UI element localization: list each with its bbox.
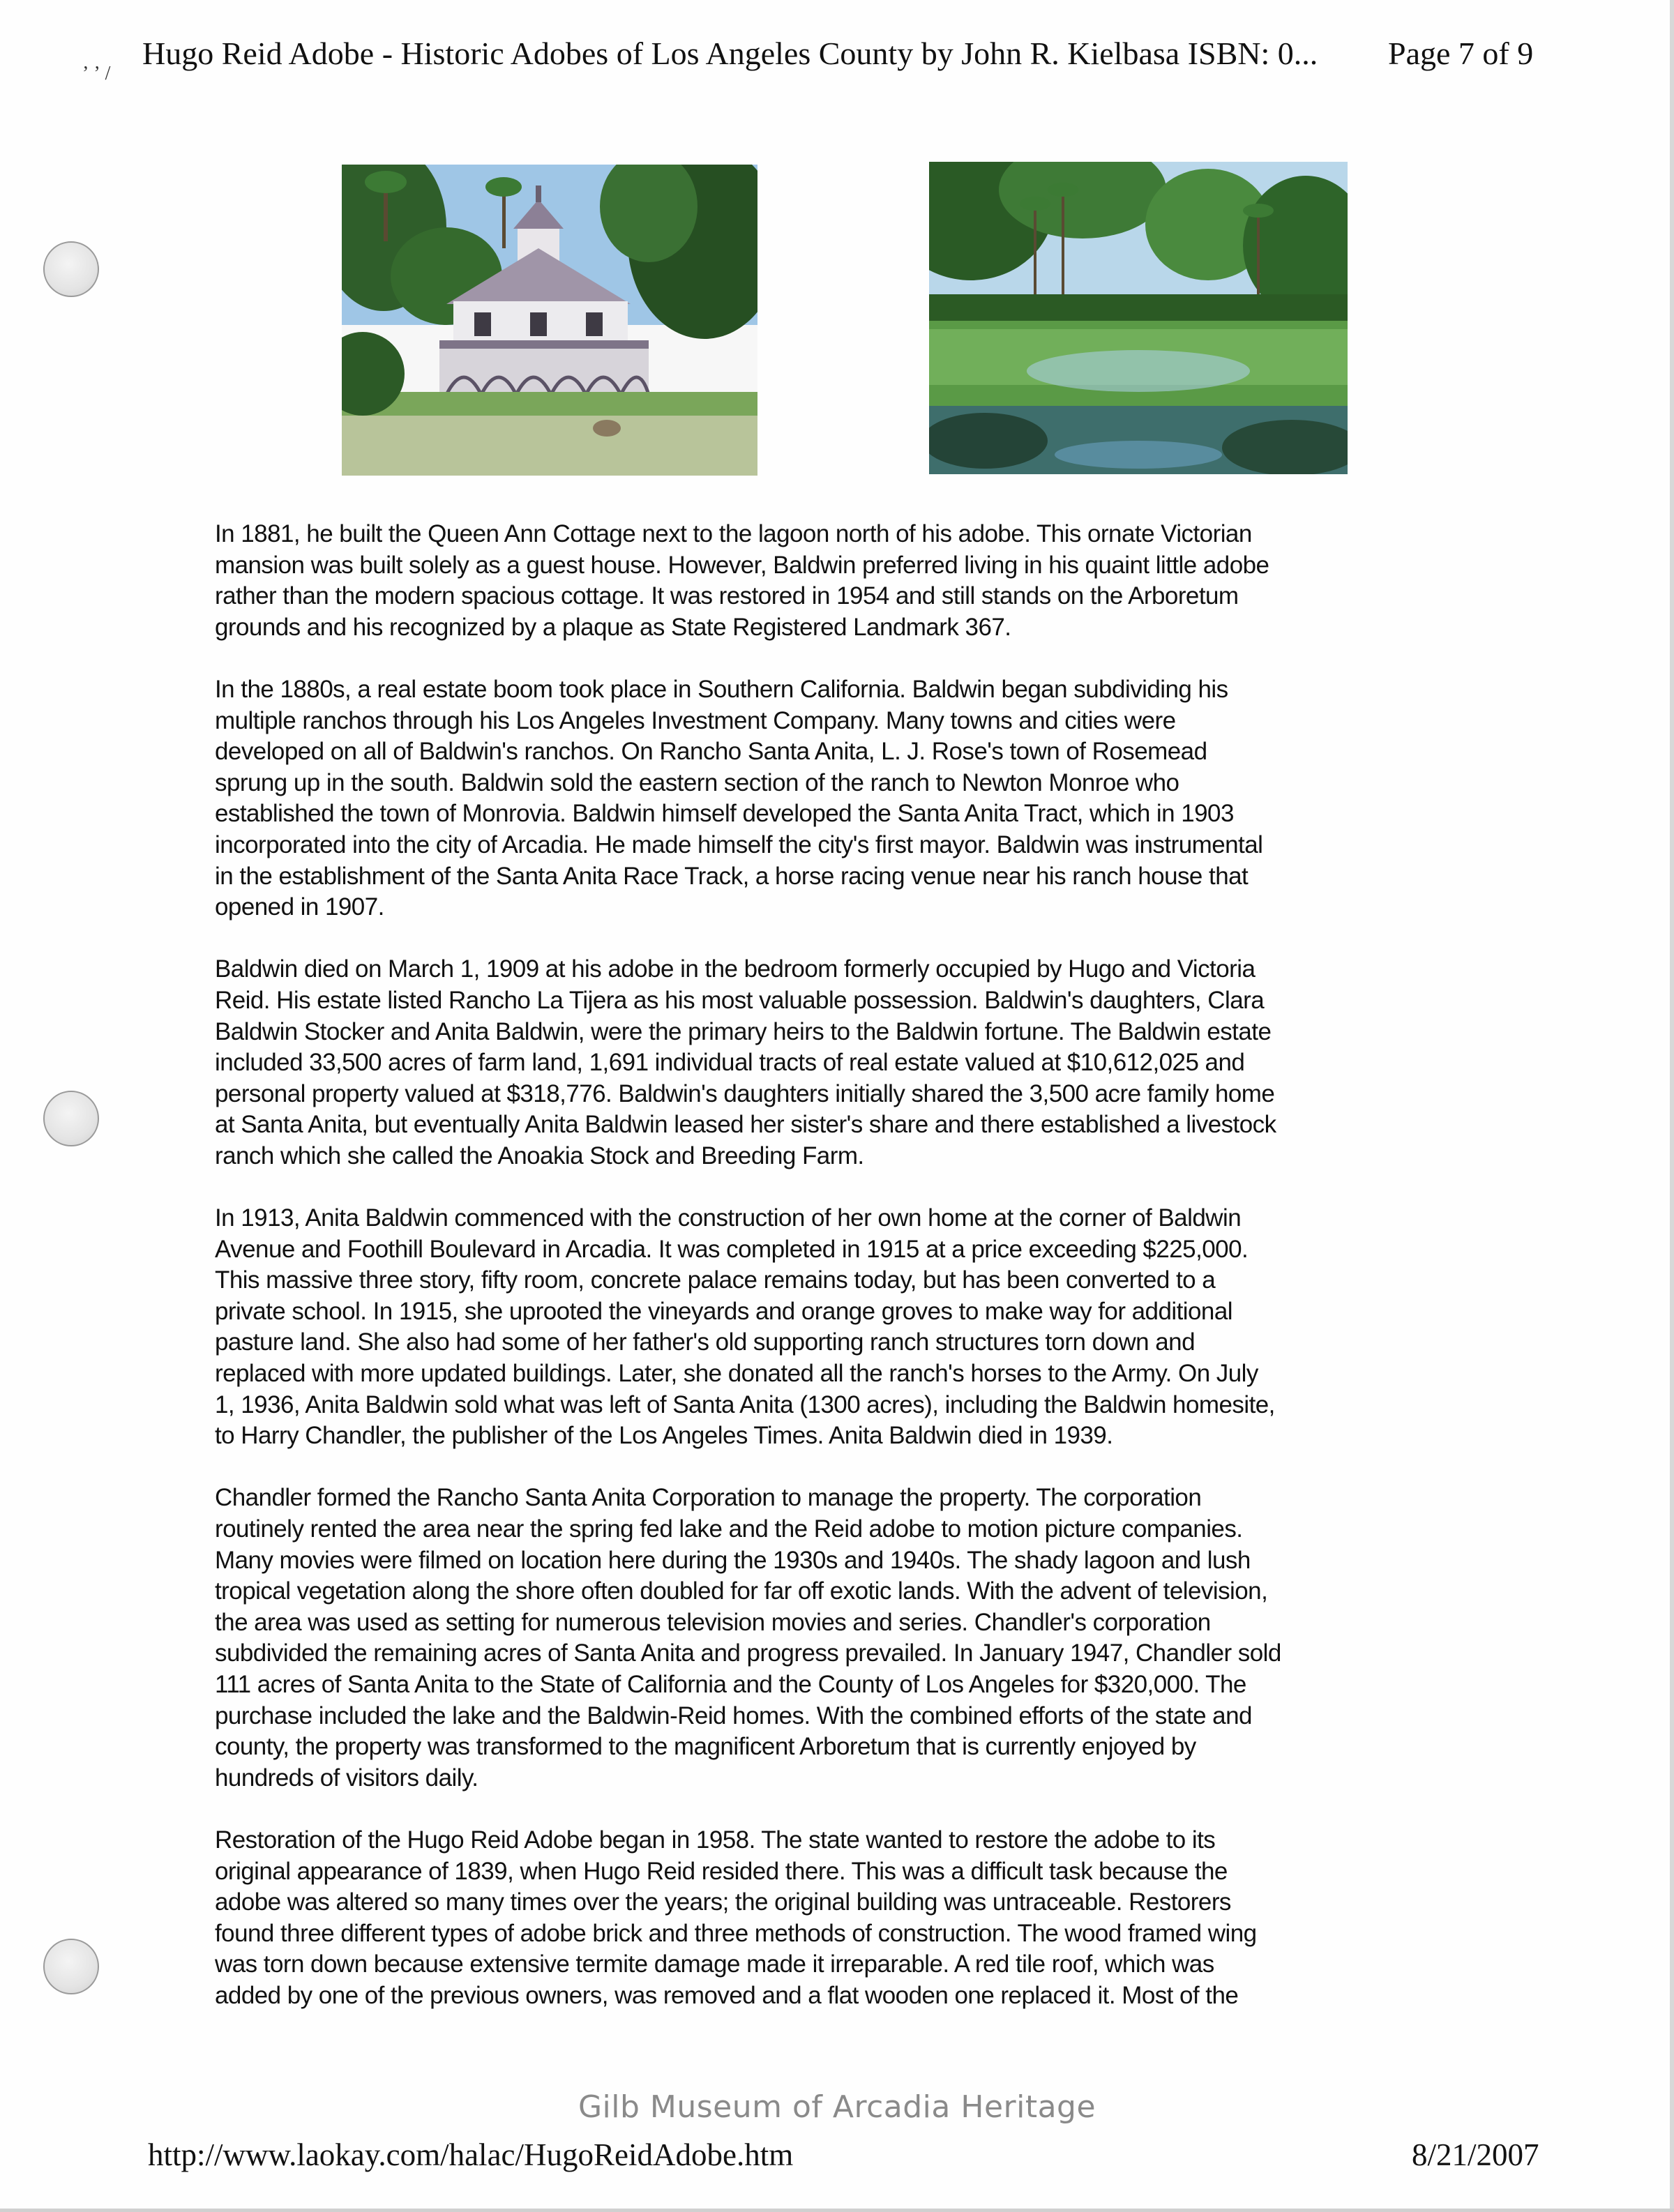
article-body: [215, 519, 1484, 2043]
page-edge-bottom: [0, 2209, 1674, 2212]
page-header-title: Hugo Reid Adobe - Historic Adobes of Los Angeles County by John R. Kielbasa ISBN: 0...: [142, 36, 1318, 71]
punch-hole-bottom: [43, 1939, 99, 1994]
queen-anne-cottage-photo: [342, 165, 757, 476]
punch-hole-middle: [43, 1091, 99, 1146]
punch-hole-top: [43, 241, 99, 297]
paragraph-anita-baldwin: In 1913, Anita Baldwin commenced with the construction of her own home at the corner of Baldwin Avenue and Foothill Boulevard in Arcadia. It was completed in 1915 at a price exceeding $225,000. This massive three story, fifty room, concrete palace remains today, but has been converted to a private school. In 1915, she uprooted the vineyards and orange groves to make way for additional pasture land. She also had some of her father's old supporting ranch structures torn down and replaced with more updated buildings. Later, she donated all the ranch's horses to the Army. On July 1, 1936, Anita Baldwin sold what was left of Santa Anita (1300 acres), including the Baldwin homesite, to Harry Chandler, the publisher of the Los Angeles Times. Anita Baldwin died in 1939.: [215, 1204, 1275, 1450]
museum-watermark: Gilb Museum of Arcadia Heritage: [578, 2089, 1096, 2125]
footer-date: 8/21/2007: [1412, 2137, 1539, 2172]
paragraph-real-estate-boom: In the 1880s, a real estate boom took place in Southern California. Baldwin began subdividing his multiple ranchos through his Los Angeles Investment Company. Many towns and cities were developed on all of Baldwin's ranchos. On Rancho Santa Anita, L. J. Rose's town of Rosemead sprung up in the south. Baldwin sold the eastern section of the ranch to Newton Monroe who established the town of Monrovia. Baldwin himself developed the Santa Anita Tract, which in 1903 incorporated into the city of Arcadia. He made himself the city's first mayor. Baldwin was instrumental in the establishment of the Santa Anita Race Track, a horse racing venue near his ranch house that opened in 1907.: [215, 675, 1263, 921]
paragraph-queen-ann-cottage: In 1881, he built the Queen Ann Cottage next to the lagoon north of his adobe. This ornate Victorian mansion was built solely as a guest house. However, Baldwin preferred living in his quaint little adobe rather than the modern spacious cottage. It was restored in 1954 and still stands on the Arboretum grounds and his recognized by a plaque as State Registered Landmark 367.: [215, 520, 1269, 641]
paragraph-baldwin-death: Baldwin died on March 1, 1909 at his adobe in the bedroom formerly occupied by Hugo and Victoria Reid. His estate listed Rancho La Tijera as his most valuable possession. Baldwin's daughters, Clara Baldwin Stocker and Anita Baldwin, were the primary heirs to the Baldwin fortune. The Baldwin estate included 33,500 acres of farm land, 1,691 individual tracts of real estate valued at $10,612,025 and personal property valued at $318,776. Baldwin's daughters initially shared the 3,500 acre family home at Santa Anita, but eventually Anita Baldwin leased her sister's share and there established a livestock ranch which she called the Anoakia Stock and Breeding Farm.: [215, 955, 1276, 1169]
paragraph-restoration: Restoration of the Hugo Reid Adobe began in 1958. The state wanted to restore the adobe to its original appearance of 1839, when Hugo Reid resided there. This was a difficult task because the adobe was altered so many times over the years; the original building was untraceable. Restorers found three different types of adobe brick and three methods of construction. The wood framed wing was torn down because extensive termite damage made it irreparable. A red tile roof, which was added by one of the previous owners, was removed and a flat wooden one replaced it. Most of the: [215, 1826, 1257, 2009]
scan-marks: ʼ ʼ /: [82, 63, 111, 84]
page-number: Page 7 of 9: [1388, 36, 1534, 71]
paragraph-chandler: Chandler formed the Rancho Santa Anita Corporation to manage the property. The corporation routinely rented the area near the spring fed lake and the Reid adobe to motion picture companies. Many movies were filmed on location here during the 1930s and 1940s. The shady lagoon and lush tropical vegetation along the shore often doubled for far off exotic lands. With the advent of television, the area was used as setting for numerous television movies and series. Chandler's corporation subdivided the remaining acres of Santa Anita and progress prevailed. In January 1947, Chandler sold 111 acres of Santa Anita to the State of California and the County of Los Angeles for $320,000. The purchase included the lake and the Baldwin-Reid homes. With the combined efforts of the state and county, the property was transformed to the magnificent Arboretum that is currently enjoyed by hundreds of visitors daily.: [215, 1484, 1281, 1791]
footer-url: http://www.laokay.com/halac/HugoReidAdobe.htm: [148, 2137, 794, 2172]
lagoon-photo: [929, 162, 1348, 474]
page-edge-right: [1670, 0, 1674, 2212]
